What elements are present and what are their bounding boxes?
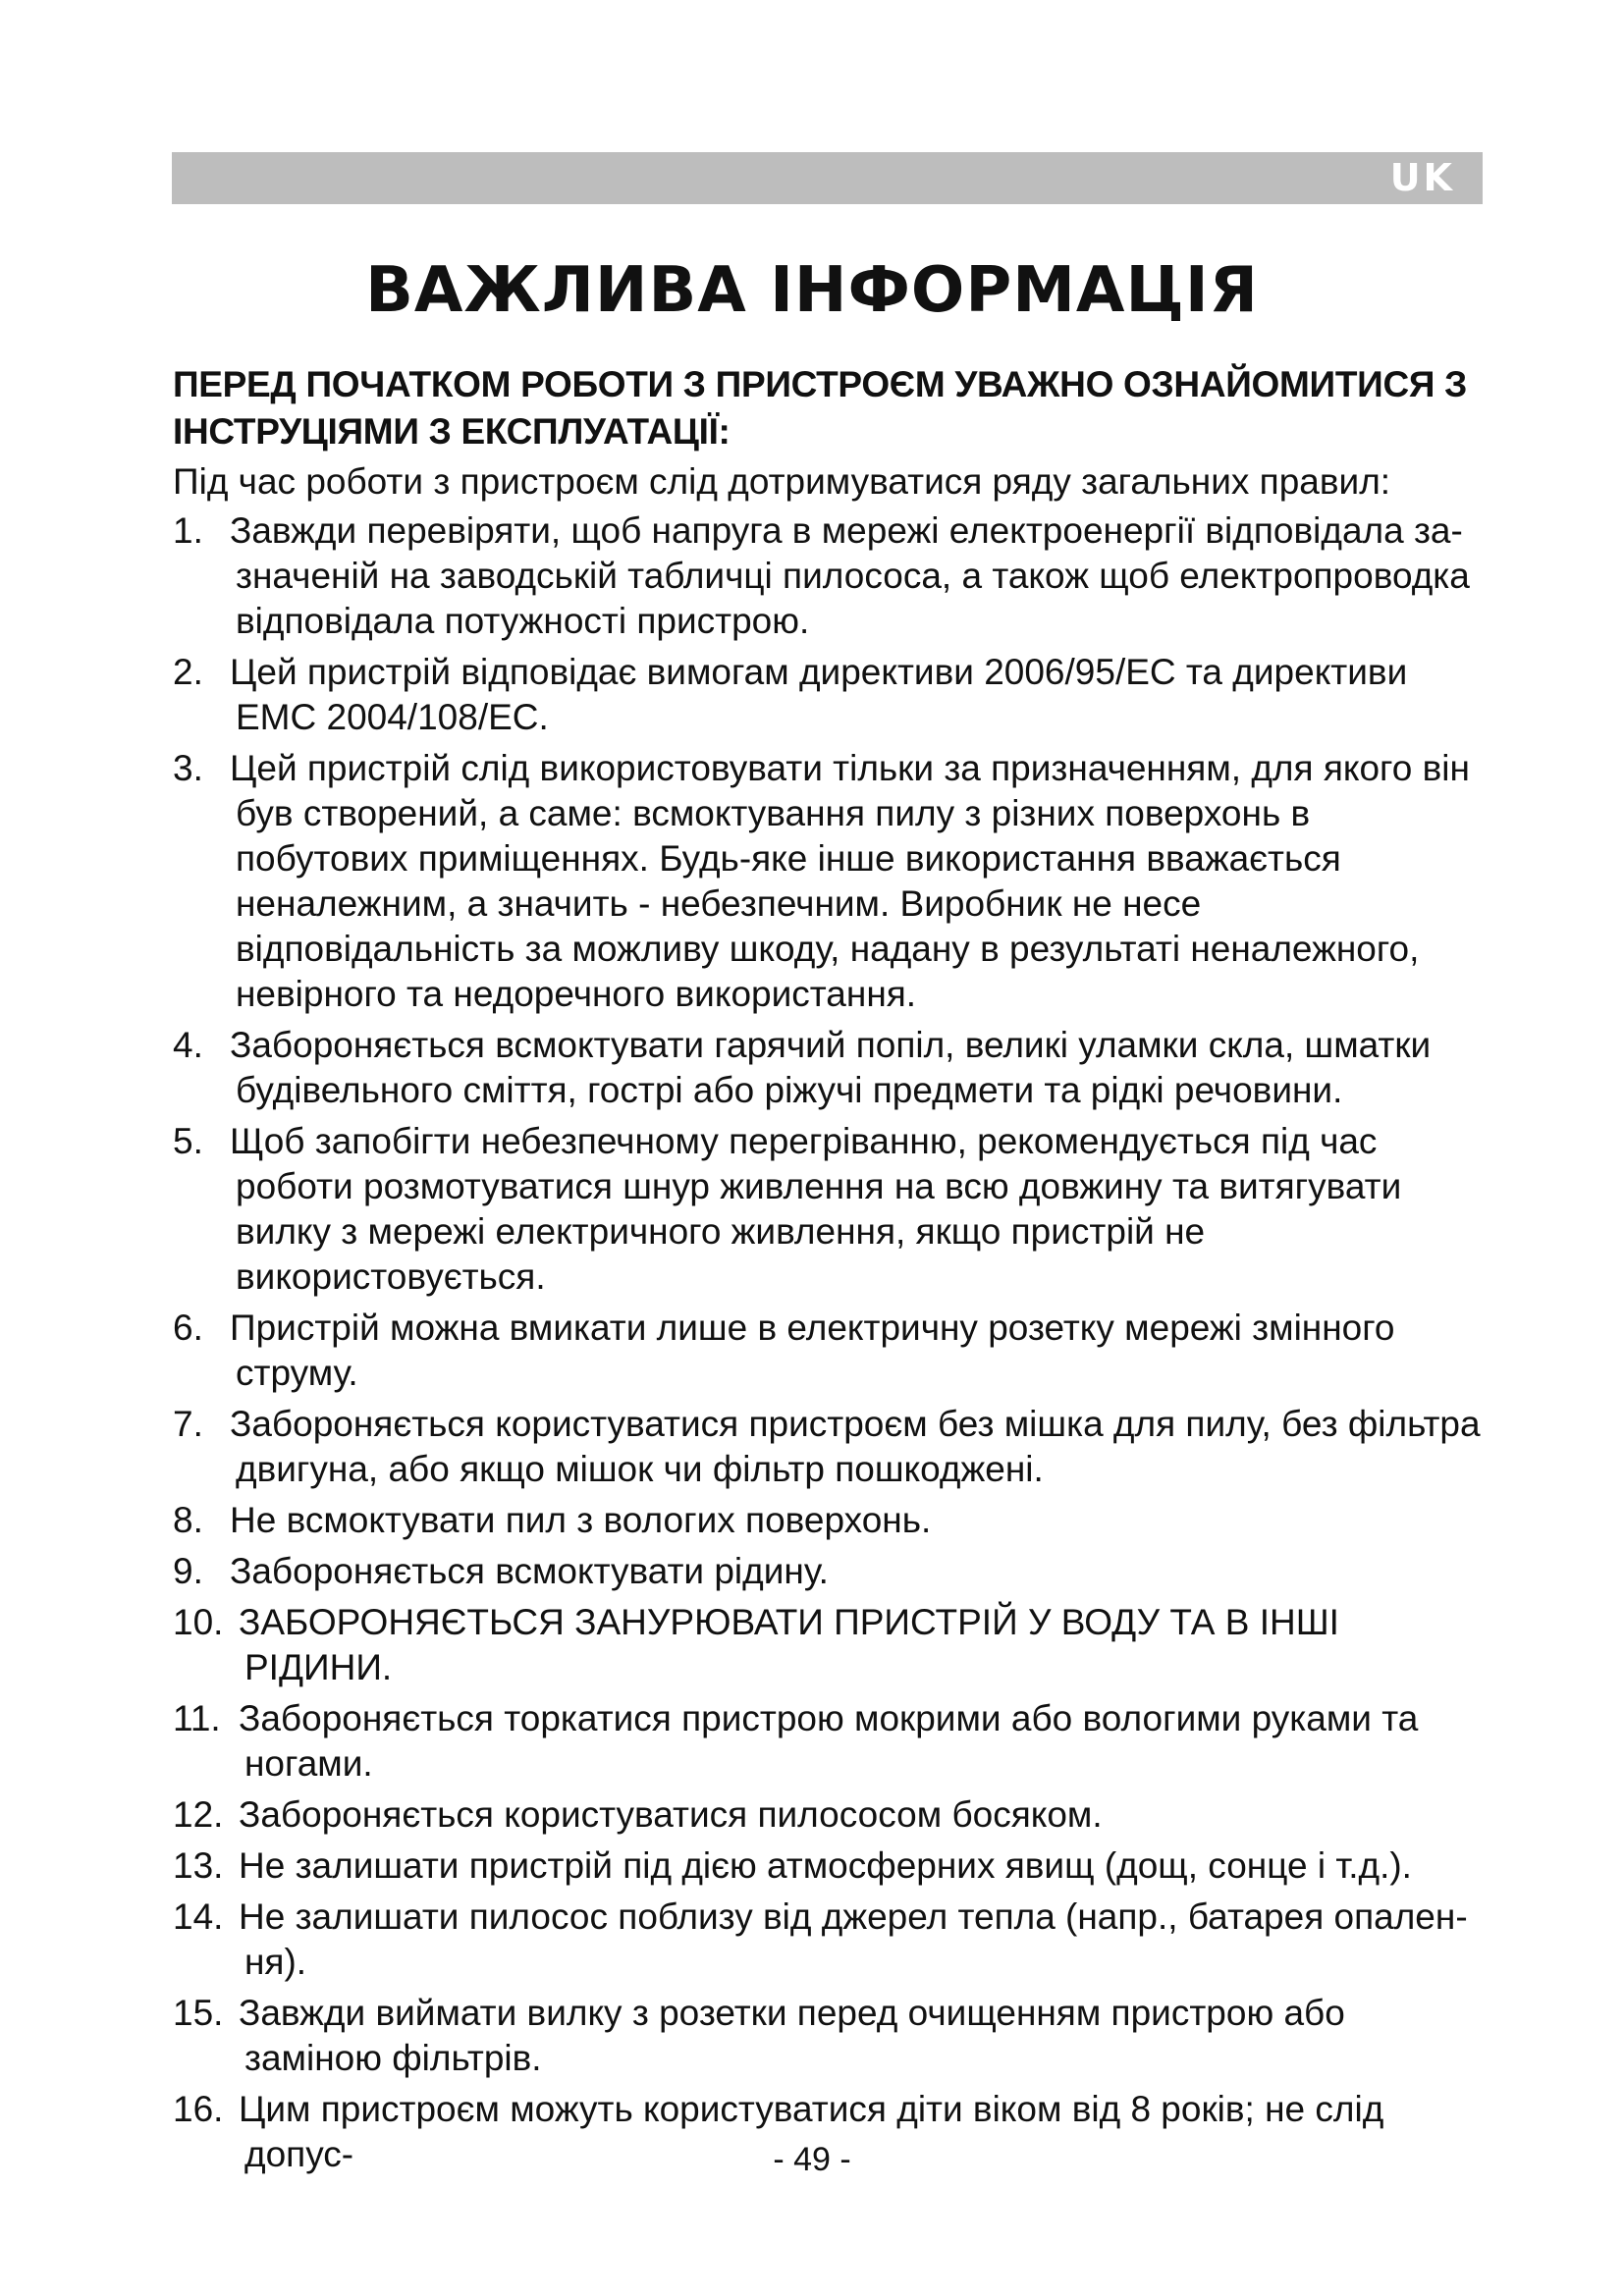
safety-rules-list xyxy=(173,508,1489,2177)
item-text: Не залишати пилосос поблизу від джерел тепла (напр., батарея опалення). xyxy=(239,1896,1468,1982)
item-text: Цей пристрій слід використовувати тільки за призначенням, для якого він був створений, а саме: всмоктування пилу з різних поверхонь в побутових приміщеннях. Будь-яке інше використання вважається неналежним, а значить - небезпечним. Виробник не несе відповідальність за можливу шкоду, надану в результаті неналежного, невірного та недоречного використання. xyxy=(230,748,1470,1014)
item-number: 6. xyxy=(173,1308,203,1348)
main-content xyxy=(173,361,1489,2183)
item-number: 11. xyxy=(173,1698,221,1738)
item-text: ЗАБОРОНЯЄТЬСЯ ЗАНУРЮВАТИ ПРИСТРІЙ У ВОДУ ТА В ІНШІ РІДИНИ. xyxy=(239,1602,1339,1687)
item-number: 1. xyxy=(173,510,203,551)
item-text: Щоб запобігти небезпечному перегріванню, рекомендується під час роботи розмотуватися шнур живлення на всю довжину та витягувати вилку з мережі електричного живлення, якщо пристрій не використовується. xyxy=(230,1121,1402,1297)
list-item xyxy=(173,1023,1489,1113)
item-number: 14. xyxy=(173,1896,224,1937)
list-item xyxy=(173,1792,1489,1838)
list-item xyxy=(173,1549,1489,1594)
list-item xyxy=(173,746,1489,1017)
item-number: 10. xyxy=(173,1602,224,1642)
list-item xyxy=(173,1895,1489,1985)
item-text: Пристрій можна вмикати лише в електричну розетку мережі змінного струму. xyxy=(230,1308,1395,1393)
item-number: 9. xyxy=(173,1551,203,1591)
item-text: Забороняється користуватися пилососом босяком. xyxy=(239,1794,1103,1835)
page-number: - 49 - xyxy=(773,2141,851,2178)
item-text: Не всмоктувати пил з вологих поверхонь. xyxy=(230,1500,932,1540)
language-code: UK xyxy=(1389,156,1455,199)
item-text: Забороняється торкатися пристрою мокрими або вологими руками та ногами. xyxy=(239,1698,1419,1784)
item-number: 16. xyxy=(173,2089,224,2129)
list-item xyxy=(173,1843,1489,1889)
list-item xyxy=(173,1306,1489,1396)
language-header-bar xyxy=(172,152,1483,204)
list-item xyxy=(173,1696,1489,1787)
list-item xyxy=(173,1402,1489,1492)
item-text: Цим пристроєм можуть користуватися діти віком від 8 років; не слід допус- xyxy=(239,2089,1384,2174)
list-item xyxy=(173,650,1489,740)
item-text: Цей пристрій відповідає вимогам директиви 2006/95/EC та директиви EMC 2004/108/EC. xyxy=(230,652,1408,737)
list-item xyxy=(173,1600,1489,1690)
list-item xyxy=(173,1119,1489,1300)
item-text: Завжди виймати вилку з розетки перед очищенням пристрою або заміною фільтрів. xyxy=(239,1993,1345,2078)
item-number: 7. xyxy=(173,1404,203,1444)
section-heading: ПЕРЕД ПОЧАТКОМ РОБОТИ З ПРИСТРОЄМ УВАЖНО ОЗНАЙОМИТИСЯ З ІНСТРУЦІЯМИ З ЕКСПЛУАТАЦІЇ: xyxy=(173,364,1468,452)
item-text: Забороняється користуватися пристроєм без мішка для пилу, без фільтра двигуна, або якщо мішок чи фільтр пошкоджені. xyxy=(230,1404,1481,1489)
item-text: Забороняється всмоктувати гарячий попіл, великі уламки скла, шматки будівельного сміття, гострі або ріжучі предмети та рідкі речовини. xyxy=(230,1025,1432,1110)
item-number: 2. xyxy=(173,652,203,692)
list-item xyxy=(173,1498,1489,1543)
list-item xyxy=(173,1991,1489,2081)
list-item xyxy=(173,508,1489,644)
item-text: Завжди перевіряти, щоб напруга в мережі електроенергії відповідала зазначеній на заводській табличці пилососа, а також щоб електропроводка відповідала потужності пристрою. xyxy=(230,510,1470,641)
item-number: 5. xyxy=(173,1121,203,1161)
item-number: 8. xyxy=(173,1500,203,1540)
intro-text: Під час роботи з пристроєм слід дотримуватися ряду загальних правил: xyxy=(173,461,1391,502)
item-number: 3. xyxy=(173,748,203,788)
item-text: Не залишати пристрій під дією атмосферних явищ (дощ, сонце і т.д.). xyxy=(239,1845,1412,1886)
item-number: 12. xyxy=(173,1794,224,1835)
item-text: Забороняється всмоктувати рідину. xyxy=(230,1551,829,1591)
item-number: 13. xyxy=(173,1845,224,1886)
item-number: 4. xyxy=(173,1025,203,1065)
page-title: ВАЖЛИВА ІНФОРМАЦІЯ xyxy=(365,254,1259,327)
item-number: 15. xyxy=(173,1993,224,2033)
